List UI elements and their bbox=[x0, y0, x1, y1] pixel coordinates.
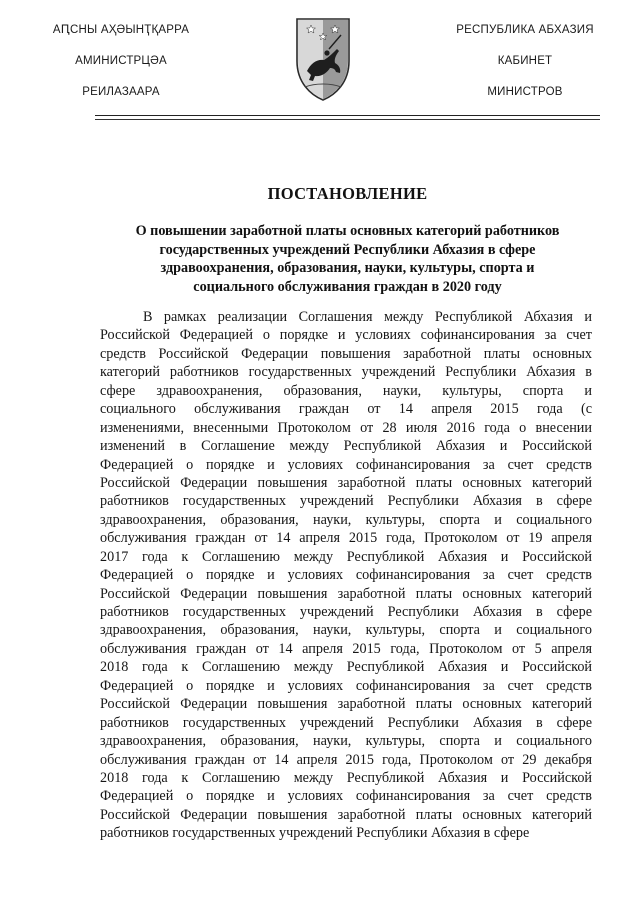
body-text-line: обслуживания граждан от 14 апреля 2015 года, Протоколом от 29 декабря bbox=[100, 751, 592, 768]
body-text-line: изменений в Соглашение между Республикой Абхазия и Российской bbox=[100, 438, 592, 455]
body-text-line: категорий работников государственных учреждений Республики Абхазия в bbox=[100, 364, 592, 381]
body-text-line: изменениями, внесенными Протоколом от 28 июля 2016 года о внесении bbox=[100, 419, 592, 436]
body-text-line: Федерацией о порядке и условиях софинансирования за счет средств bbox=[100, 456, 592, 473]
body-text-line: Федерацией о порядке и условиях софинансирования за счет средств bbox=[100, 677, 592, 694]
document-subtitle bbox=[100, 222, 595, 296]
header-left-line-1: АԤСНЫ АҲӘЫНҬҚАРРА bbox=[52, 24, 190, 36]
document-header bbox=[0, 0, 640, 122]
body-text-line: Российской Федерацией о порядке и условиях софинансирования за счет bbox=[100, 327, 592, 344]
header-left-line-3: РЕИЛАЗААРА bbox=[82, 86, 160, 98]
body-text-line: работников государственных учреждений Республики Абхазия в сфере bbox=[100, 604, 592, 620]
body-text-line: средств Российской Федерации повышения заработной платы основных bbox=[100, 345, 592, 362]
subtitle-line: здравоохранения, образования, науки, культуры, спорта и bbox=[160, 260, 535, 276]
body-text-line: Российской Федерации повышения заработной платы основных категорий bbox=[100, 585, 592, 602]
subtitle-line: государственных учреждений Республики Абхазия в сфере bbox=[159, 241, 536, 258]
body-text-line: здравоохранения, образования, науки, культуры, спорта и социального bbox=[100, 622, 592, 639]
body-text-line: обслуживания граждан от 14 апреля 2015 года, Протоколом от 5 апреля bbox=[100, 640, 592, 657]
body-text-line: здравоохранения, образования, науки, культуры, спорта и социального bbox=[100, 511, 592, 528]
document-title: ПОСТАНОВЛЕНИЕ bbox=[267, 184, 428, 203]
document-body bbox=[100, 308, 592, 843]
header-right-line-1: РЕСПУБЛИКА АБХАЗИЯ bbox=[456, 24, 594, 36]
body-text-line: социального обслуживания граждан от 14 апреля 2015 года (с bbox=[100, 401, 592, 418]
body-text-line: 2018 года к Соглашению между Республикой Абхазия и Российской bbox=[100, 659, 592, 676]
body-text-line: сфере здравоохранения, образования, науки, культуры, спорта и bbox=[100, 382, 592, 399]
body-text-line: Федерацией о порядке и условиях софинансирования за счет средств bbox=[100, 567, 592, 584]
body-text-line: обслуживания граждан от 14 апреля 2015 года, Протоколом от 19 апреля bbox=[100, 530, 592, 547]
body-text-line: работников государственных учреждений Республики Абхазия в сфере bbox=[100, 714, 592, 731]
abkhazia-coat-of-arms-icon bbox=[291, 13, 355, 103]
body-text-line: Российской Федерации повышения заработной платы основных категорий bbox=[100, 806, 592, 823]
header-russian-block bbox=[420, 24, 630, 117]
header-right-line-3: МИНИСТРОВ bbox=[487, 86, 563, 98]
header-divider-thin bbox=[95, 119, 600, 120]
body-text-line: работников государственных учреждений Республики Абхазия в сфере bbox=[100, 493, 592, 510]
body-text-line: здравоохранения, образования, науки, культуры, спорта и социального bbox=[100, 733, 592, 750]
body-text-line: В рамках реализации Соглашения между Республикой Абхазия и bbox=[143, 309, 592, 325]
body-text-line: Федерацией о порядке и условиях софинансирования за счет средств bbox=[100, 788, 592, 805]
header-abkhaz-block bbox=[22, 24, 220, 117]
body-text-line: 2017 года к Соглашению между Республикой Абхазия и Российской bbox=[100, 548, 592, 565]
header-divider-thick bbox=[95, 115, 600, 116]
subtitle-line: социального обслуживания граждан в 2020 году bbox=[193, 278, 502, 295]
subtitle-line: О повышении заработной платы основных категорий работников bbox=[135, 223, 560, 239]
body-text-line: Российской Федерации повышения заработной платы основных категорий bbox=[100, 474, 592, 491]
header-left-line-2: АМИНИСТРЦӘА bbox=[75, 55, 167, 67]
body-text-line: 2018 года к Соглашению между Республикой Абхазия и Российской bbox=[100, 769, 592, 786]
header-right-line-2: КАБИНЕТ bbox=[497, 55, 553, 67]
body-text-line: работников государственных учреждений Республики Абхазия в сфере bbox=[100, 825, 530, 842]
body-text-line: Российской Федерации повышения заработной платы основных категорий bbox=[100, 696, 592, 713]
